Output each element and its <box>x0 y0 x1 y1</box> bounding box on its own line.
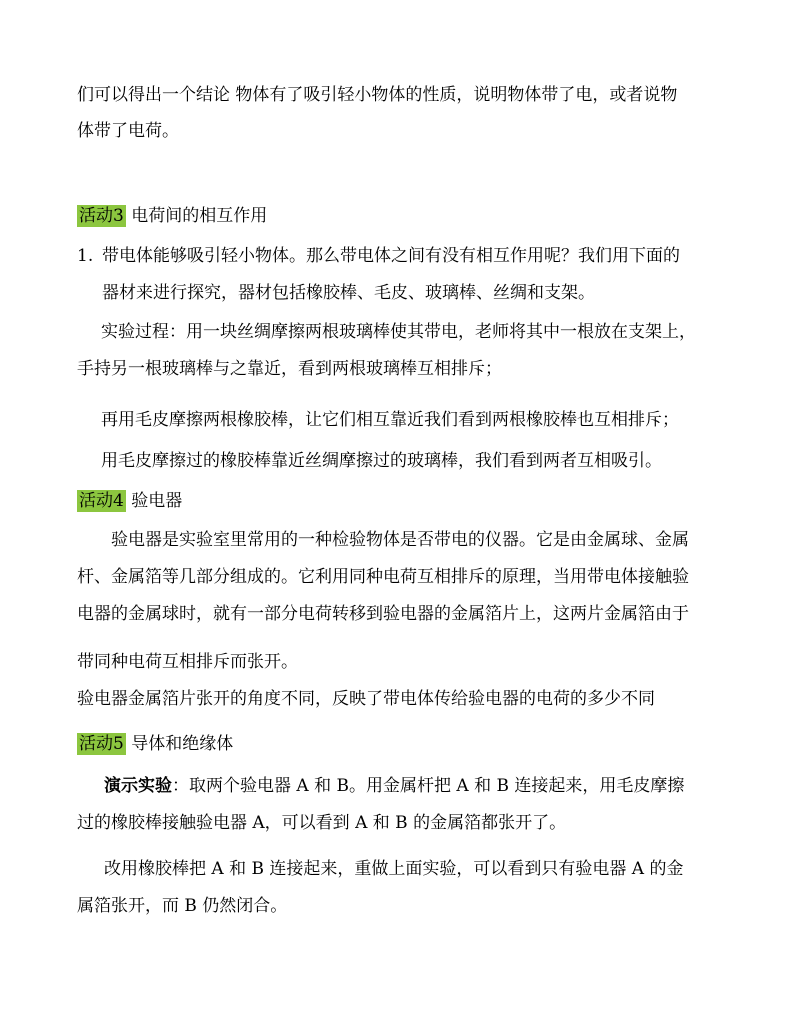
intro-line-2: 体带了电荷。 <box>77 121 179 141</box>
activity-5-tag: 活动5 <box>79 734 124 754</box>
activity-5-demo-line-1: 演示实验：取两个验电器 A 和 B。用金属杆把 A 和 B 连接起来，用毛皮摩擦 <box>104 776 685 796</box>
activity-4-para-line-2: 杆、金属箔等几部分组成的。它利用同种电荷互相排斥的原理，当用带电体接触验 <box>77 567 689 587</box>
activity-4-note: 验电器金属箔片张开的角度不同，反映了带电体传给验电器的电荷的多少不同 <box>77 689 655 709</box>
activity-5-alt-line-2: 属箔张开，而 B 仍然闭合。 <box>77 896 288 916</box>
activity-4-para-line-4: 带同种电荷互相排斥而张开。 <box>77 652 298 672</box>
activity-5-alt-line-1: 改用橡胶棒把 A 和 B 连接起来，重做上面实验，可以看到只有验电器 A 的金 <box>104 859 684 879</box>
activity-3-heading <box>77 205 267 227</box>
activity-5-demo-line-2: 过的橡胶棒接触验电器 A，可以看到 A 和 B 的金属箔都张开了。 <box>77 813 567 833</box>
activity-3-procedure-line-1: 实验过程：用一块丝绸摩擦两根玻璃棒使其带电，老师将其中一根放在支架上， <box>101 322 696 342</box>
activity-5-title: 导体和绝缘体 <box>125 734 234 754</box>
activity-3-procedure-line-2: 手持另一根玻璃棒与之靠近，看到两根玻璃棒互相排斥； <box>77 359 502 379</box>
activity-4-para-line-3: 电器的金属球时，就有一部分电荷转移到验电器的金属箔片上，这两片金属箔由于 <box>77 604 689 624</box>
activity-3-procedure-line-4: 用毛皮摩擦过的橡胶棒靠近丝绸摩擦过的玻璃棒，我们看到两者互相吸引。 <box>101 451 662 471</box>
activity-3-procedure-line-3: 再用毛皮摩擦两根橡胶棒，让它们相互靠近我们看到两根橡胶棒也互相排斥； <box>101 410 679 430</box>
activity-4-tag: 活动4 <box>79 491 124 511</box>
activity-3-item-1-line-1: 带电体能够吸引轻小物体。那么带电体之间有没有相互作用呢？我们用下面的 <box>102 246 680 266</box>
activity-3-item-1-line-2: 器材来进行探究，器材包括橡胶棒、毛皮、玻璃棒、丝绸和支架。 <box>102 283 595 303</box>
intro-line-1: 们可以得出一个结论 物体有了吸引轻小物体的性质，说明物体带了电，或者说物 <box>77 85 678 105</box>
list-marker: 1. <box>77 246 94 266</box>
demo-label: 演示实验 <box>104 776 172 796</box>
activity-3-title: 电荷间的相互作用 <box>125 206 268 226</box>
activity-4-title: 验电器 <box>125 491 183 511</box>
activity-5-heading <box>77 733 233 755</box>
activity-3-item-1 <box>77 245 93 267</box>
activity-3-tag: 活动3 <box>79 206 124 226</box>
activity-4-heading <box>77 490 182 512</box>
activity-4-para-line-1: 验电器是实验室里常用的一种检验物体是否带电的仪器。它是由金属球、金属 <box>111 530 689 550</box>
